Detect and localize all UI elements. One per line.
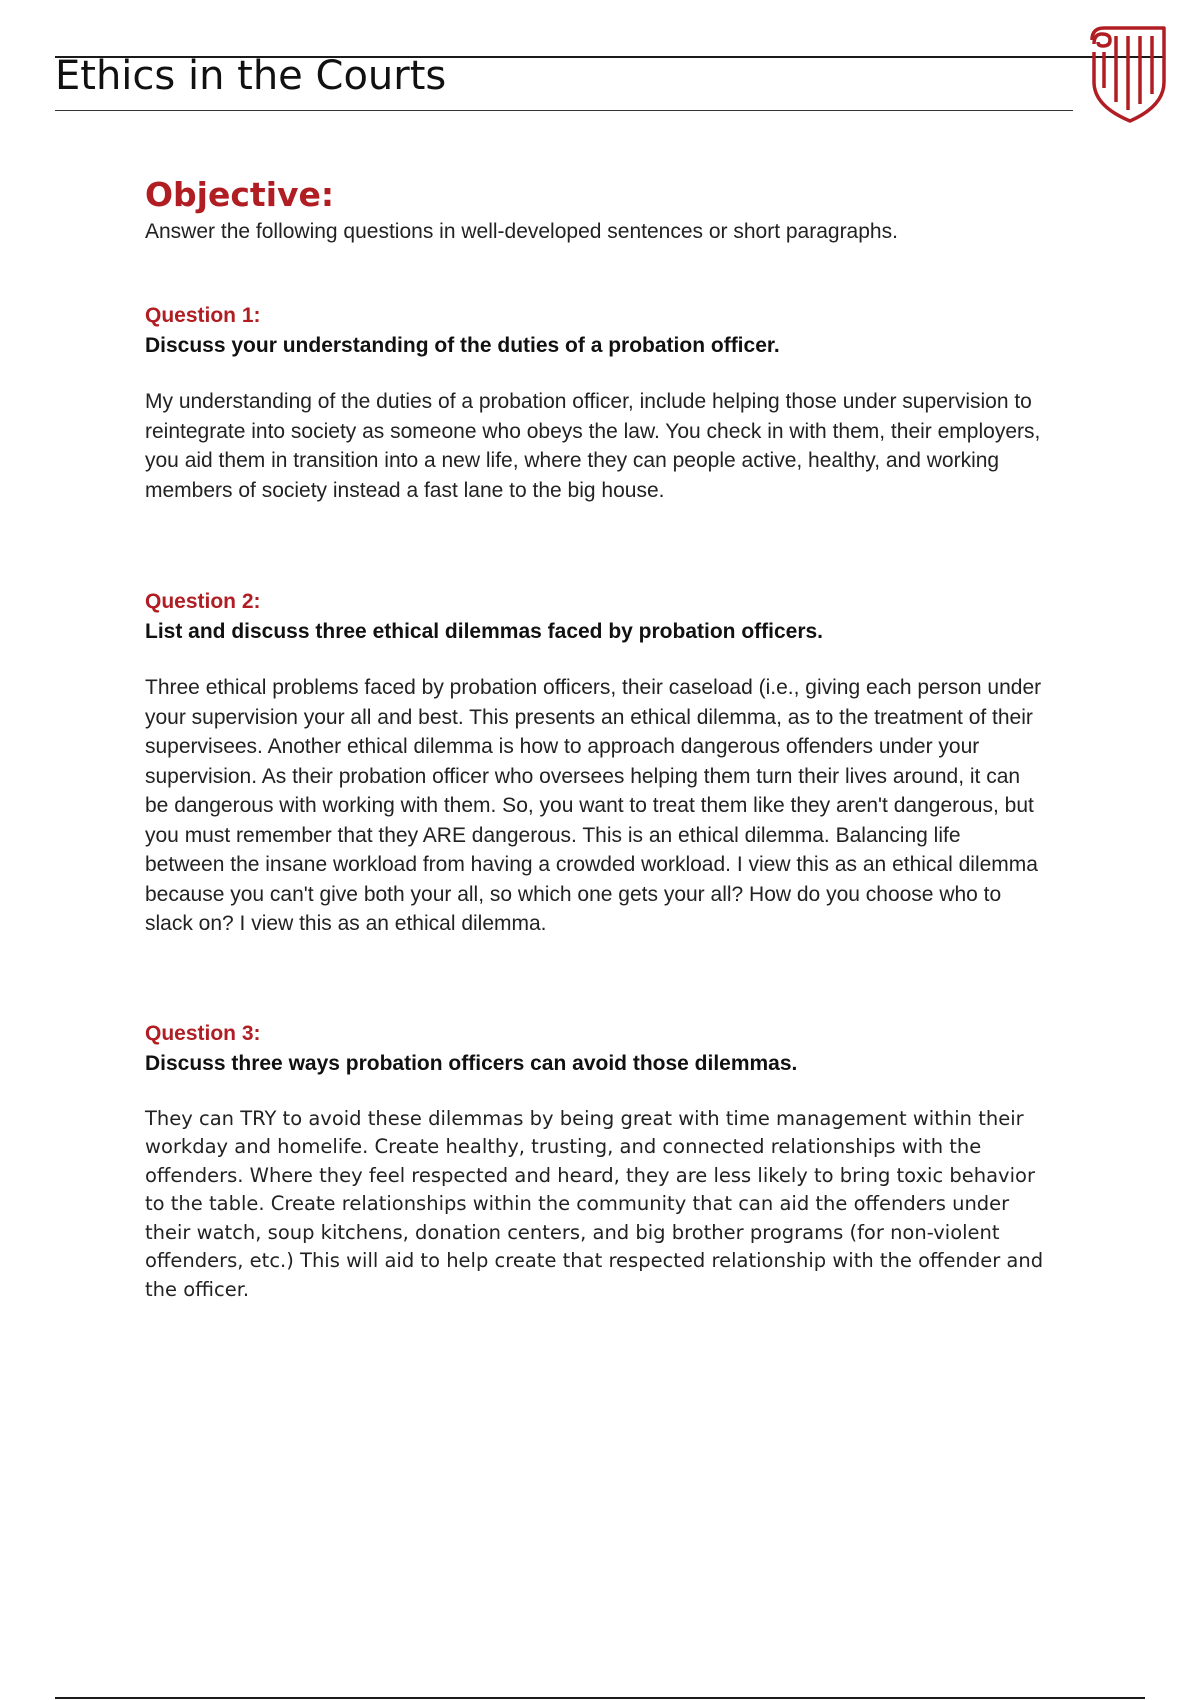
question-3-answer: They can TRY to avoid these dilemmas by being great with time management within their workday and homelife. Create healthy, trusting, and connected relationships with the offenders. Where they feel respected and heard, they are less likely to bring toxic behavior to the table. Create relationships within the community that can aid the offenders under their watch, soup kitchens, donation centers, and big brother programs (for non-violent offenders, etc.) This will aid to help create that respected relationship with the offender and the officer.	[145, 1106, 1044, 1301]
question-1-label: Question 1:	[145, 304, 261, 327]
document-title: Ethics in the Courts	[55, 53, 447, 99]
question-3-prompt: Discuss three ways probation officers can avoid those dilemmas.	[145, 1051, 798, 1075]
question-block-1	[145, 301, 1045, 505]
question-2-prompt: List and discuss three ethical dilemmas faced by probation officers.	[145, 620, 824, 643]
question-block-2	[145, 587, 1045, 939]
header-bottom-rule	[55, 110, 1073, 111]
objective-text: Answer the following questions in well-developed sentences or short paragraphs.	[145, 220, 898, 243]
objective-heading: Objective:	[145, 175, 335, 214]
question-block-3	[145, 1019, 1045, 1305]
question-1-prompt: Discuss your understanding of the duties of a probation officer.	[145, 334, 780, 357]
question-1-answer: My understanding of the duties of a probation officer, include helping those under supervision to reintegrate into society as someone who obeys the law. You check in with them, their employers, you aid them in transition into a new life, where they can people active, healthy, and working members of society instead a fast lane to the big house.	[145, 390, 1041, 502]
footer-rule	[55, 1697, 1145, 1699]
question-3-label: Question 3:	[145, 1021, 261, 1045]
shield-column-logo-icon	[1088, 22, 1168, 124]
question-2-answer: Three ethical problems faced by probation officers, their caseload (i.e., giving each person under your supervision your all and best. This presents an ethical dilemma, as to the treatment of their supervisees. Another ethical dilemma is how to approach dangerous offenders under your supervision. As their probation officer who oversees helping them turn their lives around, it can be dangerous with working with them. So, you want to treat them like they aren't dangerous, but you must remember that they ARE dangerous. This is an ethical dilemma. Balancing life between the insane workload from having a crowded workload. I view this as an ethical dilemma because you can't give both your all, so which one gets your all? How do you choose who to slack on? I view this as an ethical dilemma.	[145, 676, 1042, 935]
question-2-label: Question 2:	[145, 590, 261, 613]
document-body	[145, 175, 1045, 1304]
